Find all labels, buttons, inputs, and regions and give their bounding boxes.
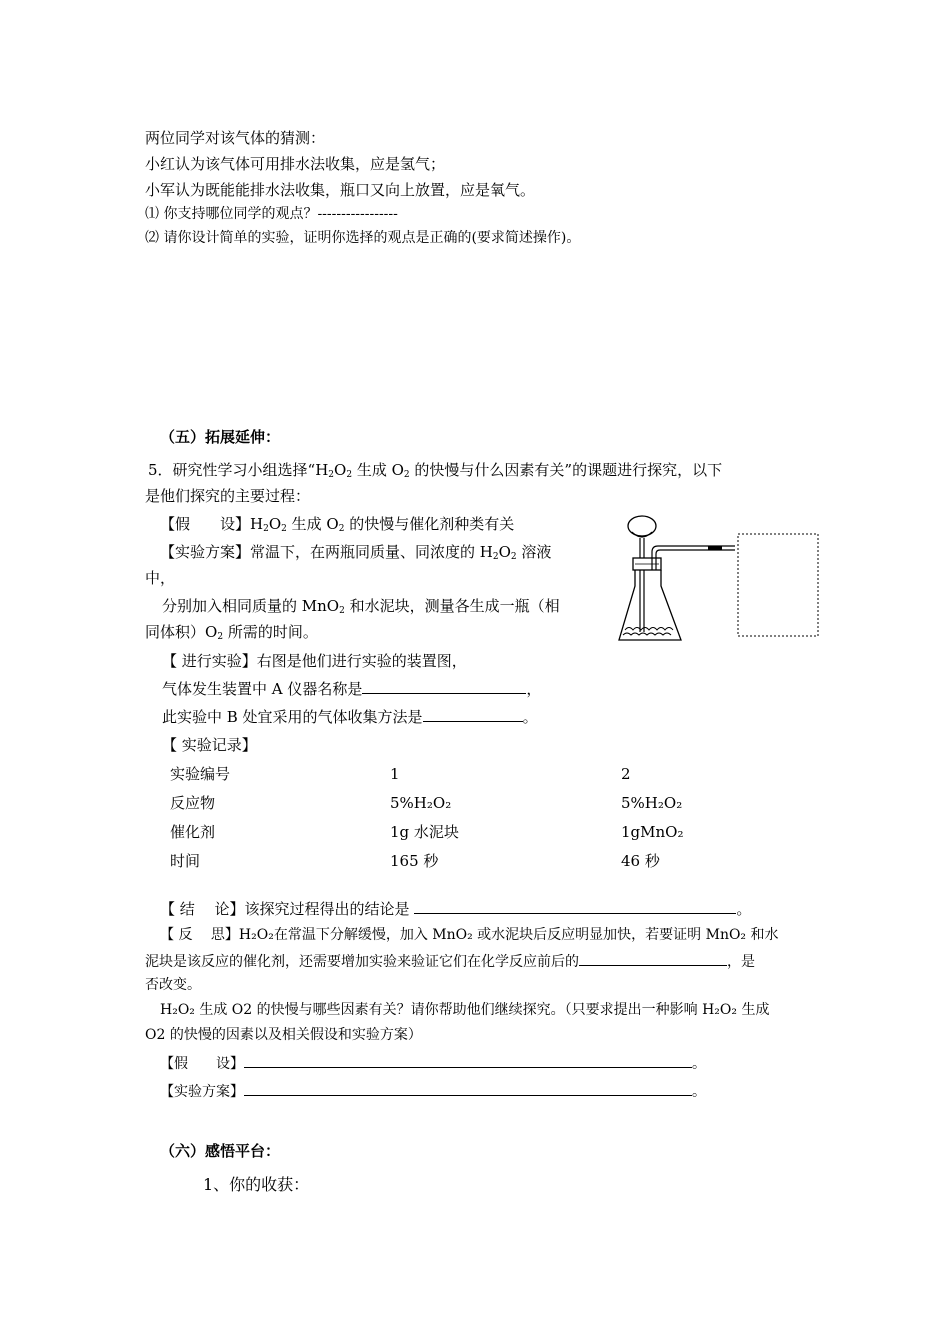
table-cell: 5%H₂O₂ [390, 794, 452, 812]
apparatus-diagram [605, 512, 825, 647]
table-cell: 5%H₂O₂ [621, 794, 683, 812]
question-1: ⑴ 你支持哪位同学的观点？----------------- [145, 206, 398, 222]
section-6-heading: （六）感悟平台： [160, 1142, 281, 1160]
table-cell: 46 秒 [621, 852, 660, 870]
answer-blank-b[interactable] [423, 706, 523, 722]
question-2: ⑵ 请你设计简单的实验，证明你选择的观点是正确的(要求简述操作)。 [145, 230, 581, 246]
reflection-line-1: 【 反 思】H₂O₂在常温下分解缓慢，加入 MnO₂ 或水泥块后反应明显加快，若要证明 MnO₂ 和水 [160, 927, 779, 943]
harvest-item: 1、你的收获： [203, 1175, 310, 1194]
table-cell: 2 [621, 765, 631, 783]
table-cell: 1gMnO₂ [621, 823, 684, 841]
experiment-question-2: 此实验中 B 处宜采用的气体收集方法是 。 [162, 708, 538, 726]
conclusion-blank[interactable] [414, 898, 736, 914]
section-5-heading: （五）拓展延伸： [160, 428, 281, 446]
reflection-blank[interactable] [579, 950, 727, 966]
extension-line-2: O2 的快慢的因素以及相关假设和实验方案） [145, 1027, 422, 1043]
plan-line-2: 中， [145, 569, 176, 587]
hypothesis-2-line: 【假 设】 。 [160, 1052, 706, 1074]
table-cell: 1 [390, 765, 400, 783]
table-cell: 实验编号 [170, 765, 231, 783]
plan-2-blank[interactable] [244, 1080, 692, 1096]
table-cell: 时间 [170, 852, 201, 870]
problem-5-line-2: 是他们探究的主要过程： [145, 487, 311, 505]
reflection-line-2: 泥块是该反应的催化剂，还需要增加实验来验证它们在化学反应前后的 ，是 [145, 950, 755, 972]
intro-line-2: 小红认为该气体可用排水法收集，应是氢气； [145, 155, 446, 173]
answer-blank-a[interactable] [362, 678, 526, 694]
extension-line-1: H₂O₂ 生成 O2 的快慢与哪些因素有关？请你帮助他们继续探究。（只要求提出一种影响 H₂O₂ 生成 [160, 1002, 770, 1018]
plan-2-line: 【实验方案】 。 [160, 1080, 706, 1102]
table-cell: 165 秒 [390, 852, 439, 870]
intro-line-3: 小军认为既能能排水法收集，瓶口又向上放置，应是氧气。 [145, 181, 536, 199]
plan-line-1: 【实验方案】常温下，在两瓶同质量、同浓度的 $H_2O_2$ 溶液 [160, 543, 552, 562]
plan-line-3: 分别加入相同质量的 MnO$_2$ 和水泥块，测量各生成一瓶（相 [162, 597, 560, 616]
intro-line-1: 两位同学对该气体的猜测： [145, 129, 326, 147]
problem-5-line-1: 5．研究性学习小组选择“$H_2O_2$ 生成 $O_2$ 的快慢与什么因素有关”的课题进行探究，以下 [148, 461, 723, 480]
hypothesis-line: 【假 设】$H_2O_2$ 生成 $O_2$ 的快慢与催化剂种类有关 [160, 515, 515, 534]
record-label: 【 实验记录】 [162, 736, 257, 754]
table-cell: 反应物 [170, 794, 216, 812]
conclusion-line: 【 结 论】该探究过程得出的结论是 。 [160, 900, 752, 918]
experiment-question-1: 气体发生装置中 A 仪器名称是 ， [162, 680, 542, 698]
table-cell: 1g 水泥块 [390, 823, 459, 841]
table-cell: 催化剂 [170, 823, 216, 841]
reflection-line-3: 否改变。 [145, 977, 201, 993]
experiment-line: 【 进行实验】右图是他们进行实验的装置图， [162, 652, 467, 670]
plan-line-4: 同体积）$O_2$ 所需的时间。 [145, 623, 318, 642]
hypothesis-2-blank[interactable] [244, 1052, 692, 1068]
